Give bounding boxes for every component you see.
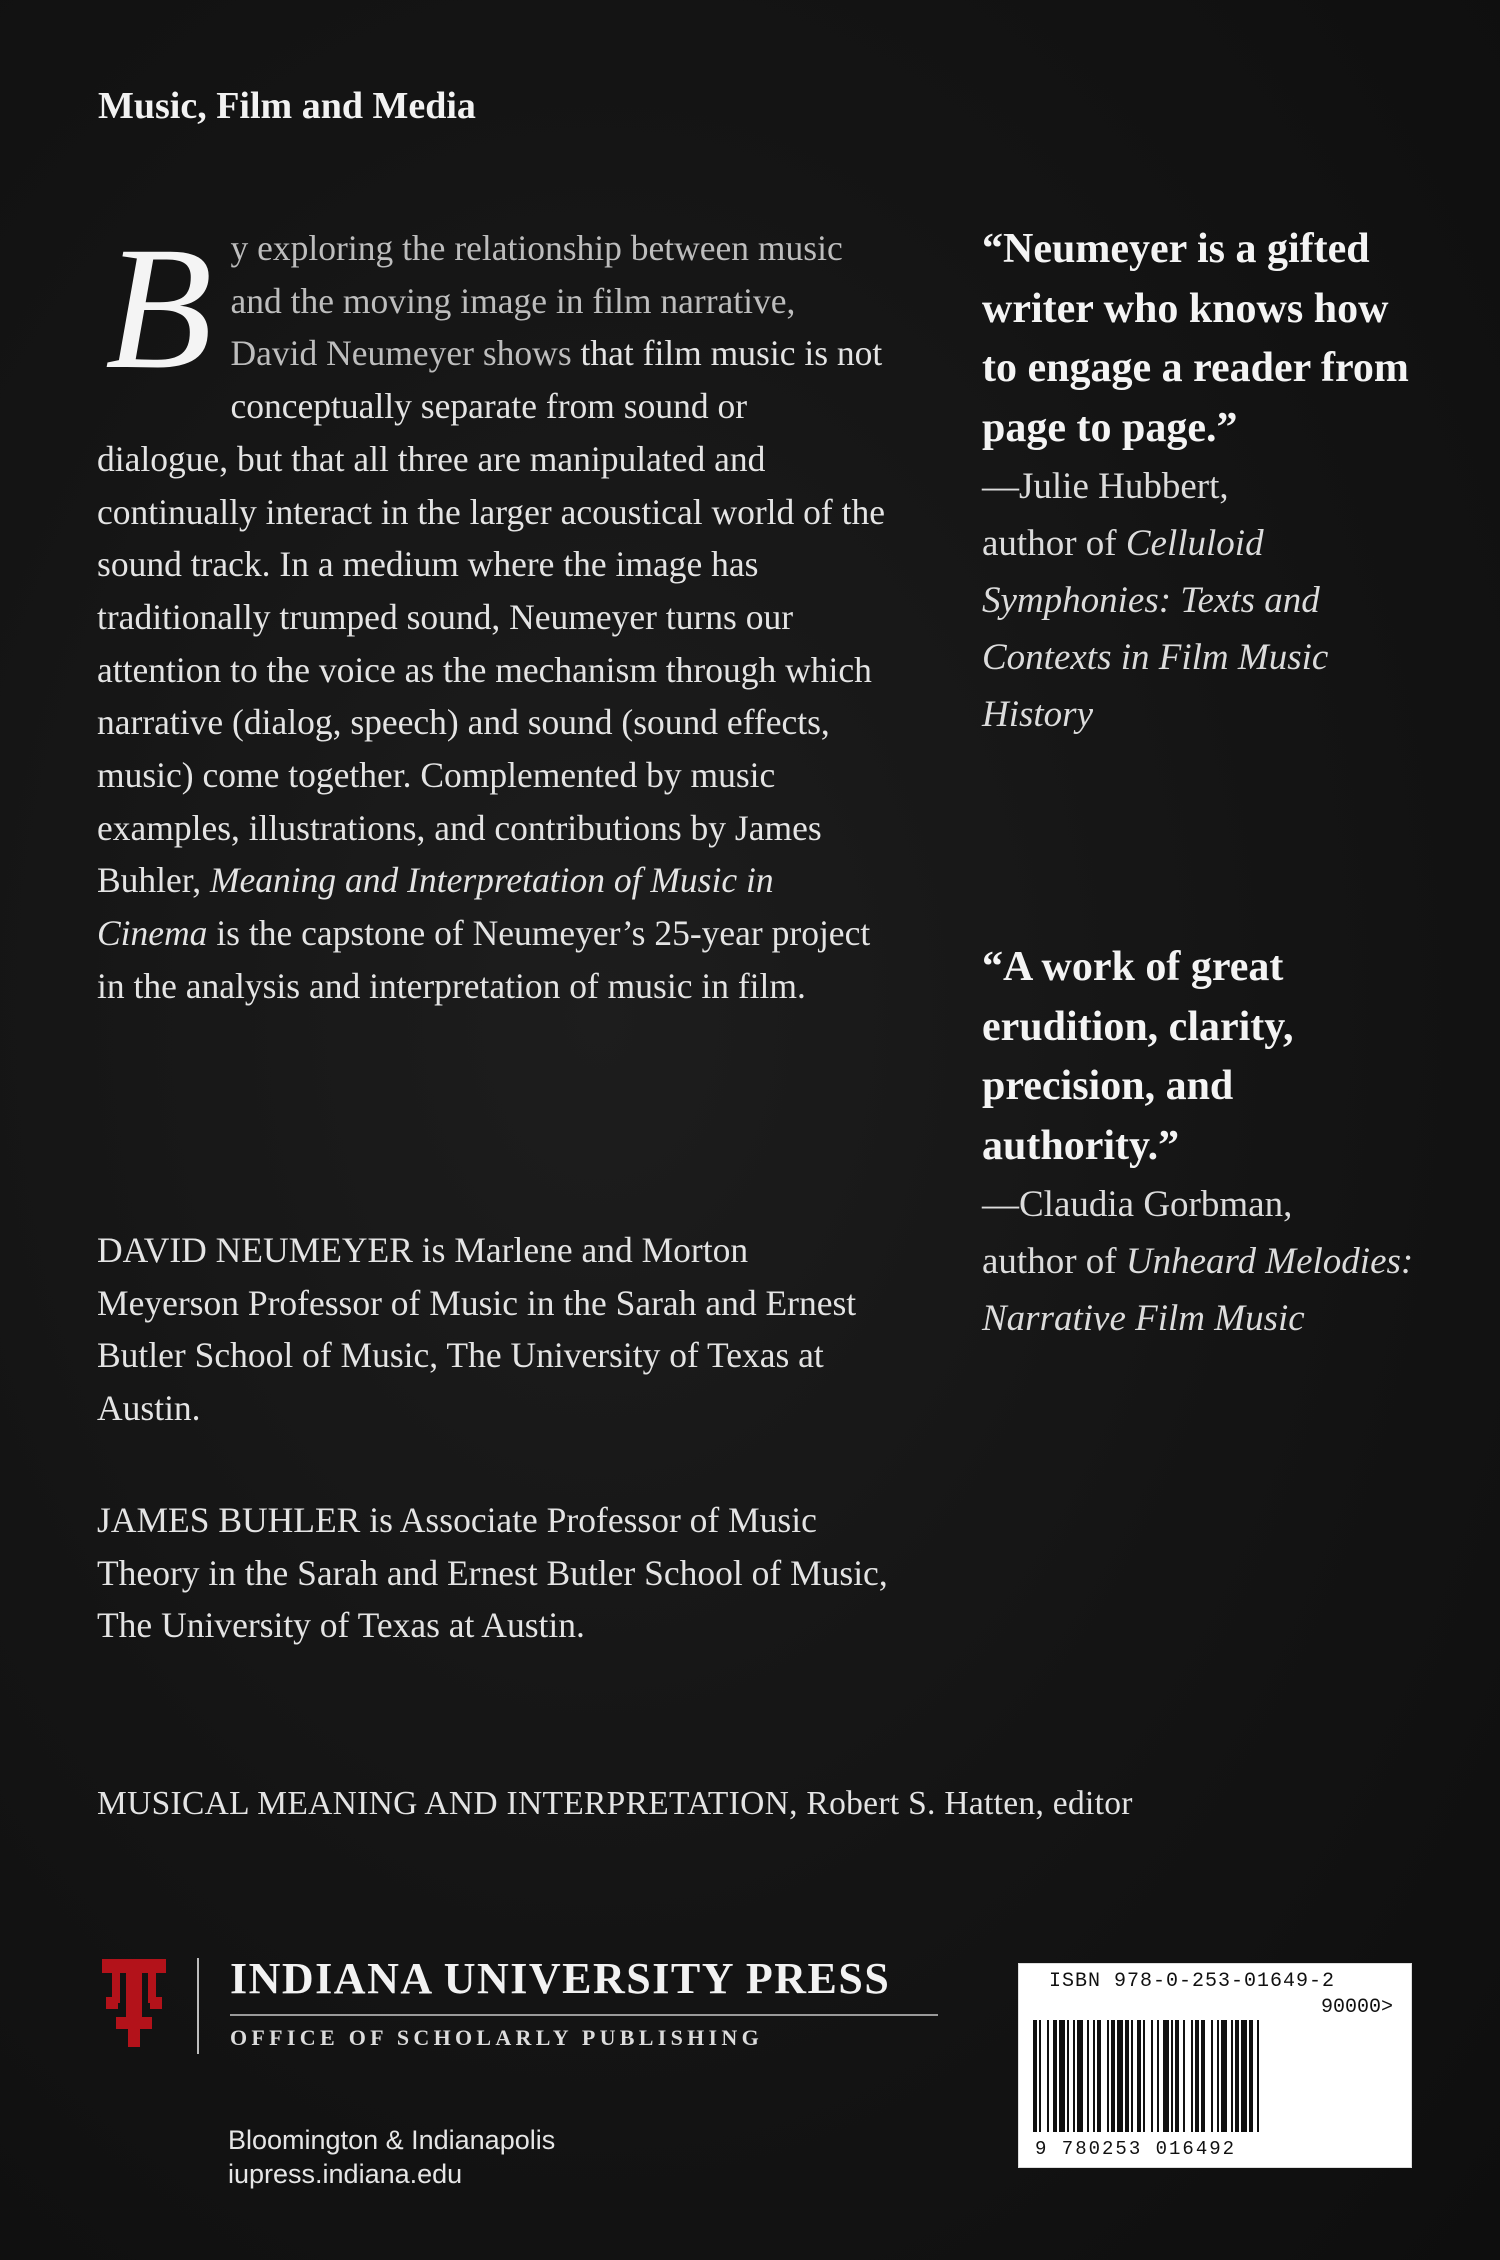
isbn-barcode [1018,1963,1412,2168]
drop-cap: B [105,211,213,406]
book-description [97,211,887,1013]
blurb-author-of: author of [982,1241,1126,1282]
blurb-text: “Neumeyer is a gifted writer who knows how to engage a reader from page to page.” [982,226,1409,451]
blurb-book-title: Unheard Melodies: Narrative Film Music [982,1241,1414,1339]
blurb-author: —Claudia Gorbman, [982,1184,1293,1225]
series-editor: , Robert S. Hatten, editor [789,1785,1133,1822]
blurb-attribution [982,1176,1422,1347]
barcode-bars-icon [1029,2020,1401,2138]
isbn-number: ISBN 978-0-253-01649-2 [1049,1970,1336,1993]
publisher-city: Bloomington & Indianapolis [228,2125,556,2155]
author-name: DAVID NEUMEYER [97,1230,413,1270]
publisher-location [228,2123,555,2191]
blurb-attribution [982,458,1422,743]
publisher-rule [230,2014,938,2016]
price-code: 90000> [1321,1996,1394,2019]
blurb-hubbert [982,220,1422,743]
publisher-subtitle: OFFICE OF SCHOLARLY PUBLISHING [230,2025,764,2050]
description-body-1: that film music is not conceptually separate from sound or dialogue, but that all three are manipulated and continually interact in the larger acoustical world of the sound track. In a medium where the image has traditionally trumped sound, Neumeyer turns our attention to the voice as the mechanism through which narrative (dialog, speech) and sound (sound effects, music) come together. Complemented by music examples, illustrations, and contributions by James Buhler, [97,333,885,901]
author-bio-neumeyer [97,1224,897,1435]
author-name: JAMES BUHLER [97,1500,361,1540]
series-credit [97,1785,1133,1823]
blurb-author: —Julie Hubbert, [982,466,1229,507]
author-bio-text: is Marlene and Morton Meyerson Professor of Music in the Sarah and Ernest Butler School of Music, The University of Texas at Austin. [97,1230,857,1429]
description-lead: y exploring the relationship between music and the moving image in film narrative, David Neumeyer shows [230,228,843,374]
blurb-author-of: author of [982,523,1126,564]
trident-iu-logo-icon [98,1955,170,2051]
blurb-book-title: Celluloid Symphonies: Texts and Contexts in Film Music History [982,523,1329,735]
logo-divider [197,1958,199,2054]
series-name: MUSICAL MEANING AND INTERPRETATION [97,1785,790,1822]
author-bio-buhler [97,1494,897,1652]
barcode-digits: 9 780253 016492 [1035,2138,1237,2160]
blurb-text: “A work of great erudition, clarity, precision, and authority.” [982,944,1294,1169]
series-label: Music, Film and Media [98,85,476,127]
description-body-2: is the capstone of Neumeyer’s 25-year project in the analysis and interpretation of music in film. [97,913,871,1006]
blurb-gorbman [982,938,1422,1347]
publisher-url: iupress.indiana.edu [228,2159,463,2189]
author-bio-text: is Associate Professor of Music Theory in the Sarah and Ernest Butler School of Music, The University of Texas at Austin. [97,1500,888,1646]
publisher-name: INDIANA UNIVERSITY PRESS [230,1954,891,2003]
book-title-italic: Meaning and Interpretation of Music in Cinema [97,860,774,954]
